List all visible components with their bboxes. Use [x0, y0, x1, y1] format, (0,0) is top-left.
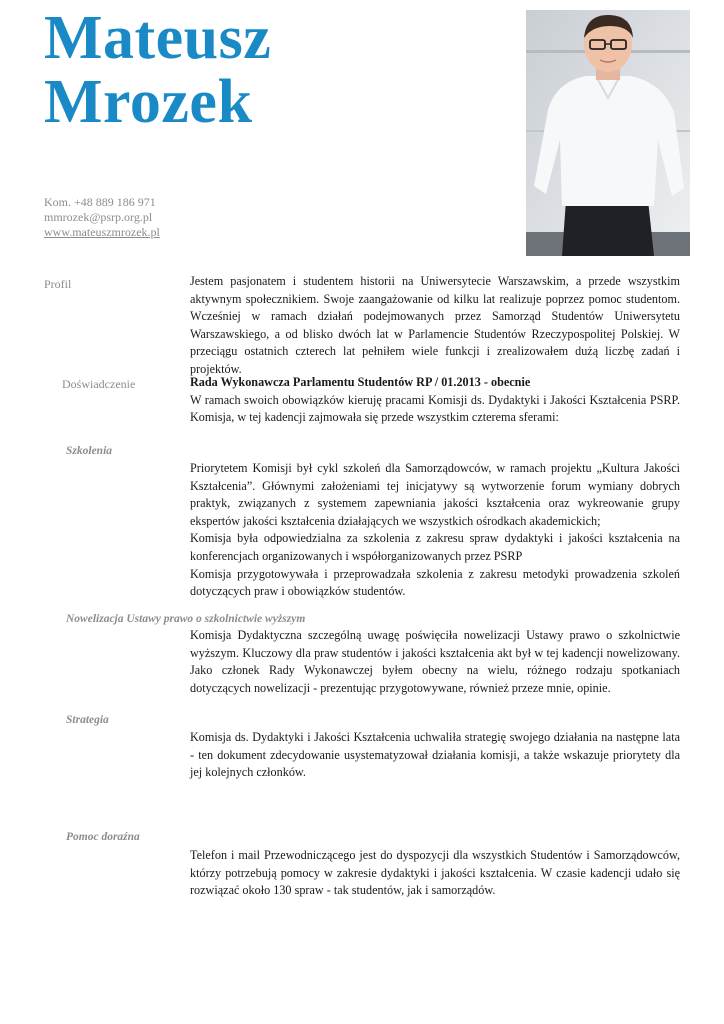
- section-label-nowelizacja: Nowelizacja Ustawy prawo o szkolnictwie wyższym: [66, 613, 306, 625]
- profile-text: [190, 273, 680, 379]
- section-text-pomoc: [190, 847, 680, 900]
- section-text-strategia: [190, 729, 680, 782]
- experience-label: Doświadczenie: [62, 377, 136, 391]
- email-address: mmrozek@psrp.org.pl: [44, 210, 153, 224]
- profile-label: Profil: [44, 277, 72, 291]
- contact-info: [44, 195, 160, 240]
- profile-photo: [526, 10, 690, 256]
- section-paragraph: Komisja ds. Dydaktyki i Jakości Kształcenia uchwaliła strategię swojego działania na następne lata - ten dokument zdecydowanie usystematyzował działania komisji, a także wskazuje priorytety dla jej kolejnych członków.: [190, 730, 680, 780]
- section-label-pomoc: Pomoc doraźna: [66, 831, 140, 843]
- section-paragraph: Komisja przygotowywała i przeprowadzała szkolenia z zakresu metodyki prowadzenia szkoleń dotyczących praw i obowiązków studentów.: [190, 566, 680, 599]
- website-link[interactable]: www.mateuszmrozek.pl: [44, 225, 160, 239]
- section-label-szkolenia: Szkolenia: [66, 445, 113, 457]
- section-paragraph: Komisja Dydaktyczna szczególną uwagę poświęciła nowelizacji Ustawy prawo o szkolnictwie wyższym. Kluczowy dla praw studentów i jakości kształcenia akt był w tej kadencji nowelizowany. Jako członek Rady Wykonawczej byłem obecny na wielu, różnego rodzaju spotkaniach dotyczących nowelizacji - prezentując przygotowywane, również przeze mnie, opinie.: [190, 628, 680, 695]
- cv-name: [44, 6, 271, 134]
- profile-paragraph: Jestem pasjonatem i studentem historii na Uniwersytecie Warszawskim, a przede wszystkim aktywnym społecznikiem. Swoje zaangażowanie od kilku lat realizuje poprzez pomoc studentom. Wcześniej w ramach działań podejmowanych przez Samorząd Studentów Uniwersytetu Warszawskiego, a od blisko dwóch lat w Parlamencie Studentów Rzeczypospolitej Polskiej. W przeciągu ostatnich czterech lat pełniłem wiele funkcji i zrealizowałem dużą liczbę zadań i projektów.: [190, 274, 680, 376]
- portrait-image: [526, 10, 690, 256]
- section-paragraph: Komisja była odpowiedzialna za szkolenia z zakresu spraw dydaktyki i jakości kształcenia na konferencjach organizowanych i współorganizowanych przez PSRP: [190, 531, 680, 563]
- experience-title: Rada Wykonawcza Parlamentu Studentów RP / 01.2013 - obecnie: [190, 375, 531, 389]
- section-paragraph: Priorytetem Komisji był cykl szkoleń dla Samorządowców, w ramach projektu „Kultura Jakości Kształcenia”. Głównymi założeniami tej inicjatywy są wytworzenie forum wymiany dobrych praktyk, związanych z systemem zapewniania jakości kształcenia oraz wykreowanie grupy ekspertów jakości kształcenia działających we wszystkich ośrodkach akademickich;: [190, 461, 680, 528]
- phone-number: Kom. +48 889 186 971: [44, 195, 156, 209]
- section-label-strategia: Strategia: [66, 714, 109, 726]
- experience-intro: W ramach swoich obowiązków kieruję pracami Komisji ds. Dydaktyki i Jakości Kształcenia PSRP. Komisja, w tej kadencji zajmowała się przede wszystkim czterema sferami:: [190, 392, 680, 425]
- section-text-szkolenia: [190, 460, 680, 601]
- section-text-nowelizacja: [190, 627, 680, 697]
- experience-block: [190, 374, 680, 427]
- last-name: Mrozek: [44, 68, 253, 136]
- first-name: Mateusz: [44, 4, 272, 72]
- section-paragraph: Telefon i mail Przewodniczącego jest do dyspozycji dla wszystkich Studentów i Samorządowców, którzy potrzebują pomocy w zakresie dydaktyki i jakości kształcenia. W czasie kadencji udało się rozwiązać około 130 spraw - tak studentów, jak i samorządów.: [190, 848, 680, 898]
